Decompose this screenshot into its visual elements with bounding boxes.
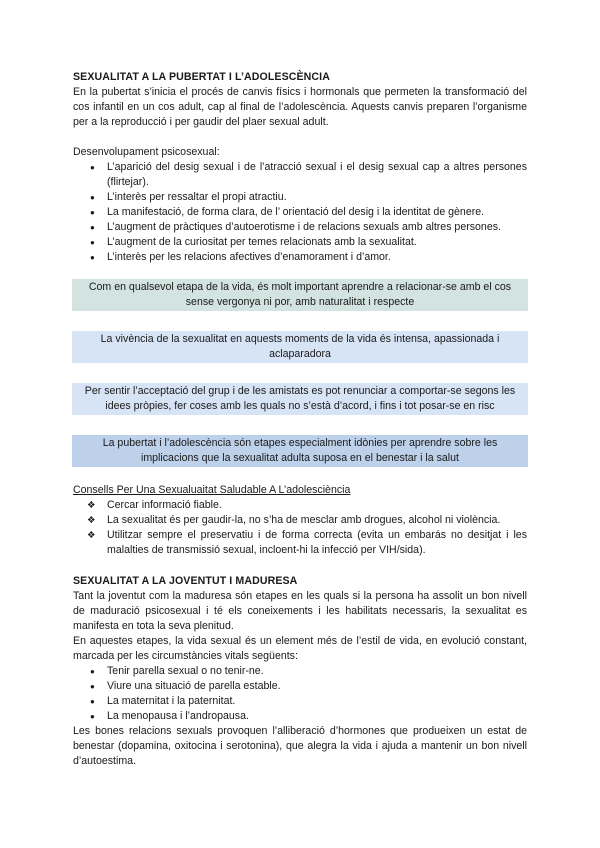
youth-para-3: Les bones relacions sexuals provoquen l’alliberació d’hormones que produeixen un estat de benestar (dopamina, oxitocina i serotonina), que alegra la vida i ajuda a mantenir un bon nivell d’autoestima. — [73, 725, 527, 767]
list-item: ● La manifestació, de forma clara, de l’ orientació del desig i la identitat de gènere. — [107, 205, 527, 220]
list-item: ● La maternitat i la paternitat. — [107, 694, 527, 709]
callout-box: La vivència de la sexualitat en aquests moments de la vida és intensa, apassionada i aclaparadora — [72, 331, 528, 363]
list-item: ● L’augment de la curiositat per temes relacionats amb la sexualitat. — [107, 235, 527, 250]
section-title-puberty: SEXUALITAT A LA PUBERTAT I L’ADOLESCÈNCIA — [73, 71, 330, 83]
list-item: ● L’interès per les relacions afectives d’enamorament i d’amor. — [107, 250, 527, 265]
callout-box: Com en qualsevol etapa de la vida, és molt important aprendre a relacionar-se amb el cos sense vergonya ni por, amb naturalitat i respecte — [72, 279, 528, 311]
life-circumstances-list — [73, 664, 527, 724]
list-item: ❖ La sexualitat és per gaudir-la, no s’ha de mesclar amb drogues, alcohol ni violència. — [107, 513, 527, 528]
psychosexual-list — [73, 160, 527, 265]
advice-title: Consells Per Una Sexualuaitat Saludable A L’adolesciència — [73, 484, 351, 496]
callout-box: Per sentir l’acceptació del grup i de les amistats es pot renunciar a comportar-se segons les idees pròpies, fer coses amb les quals no s’està d’acord, i fins i tot posar-se en risc — [72, 383, 528, 415]
advice-list — [73, 498, 527, 558]
list-item: ● Tenir parella sexual o no tenir-ne. — [107, 664, 527, 679]
puberty-intro: En la pubertat s’inicia el procés de canvis físics i hormonals que permeten la transformació del cos infantil en un cos adult, cap al final de l’adolescència. Aquests canvis preparen l’organisme per a la reproducció i per gaudir del plaer sexual adult. — [73, 86, 527, 128]
list-item: ● L’interès per ressaltar el propi atractiu. — [107, 190, 527, 205]
youth-para-2: En aquestes etapes, la vida sexual és un element més de l’estil de vida, en evolució constant, marcada per les circumstàncies vitals següents: — [73, 635, 527, 662]
list-item: ● L’augment de pràctiques d’autoerotisme i de relacions sexuals amb altres persones. — [107, 220, 527, 235]
callout-box: La pubertat i l’adolescència són etapes especialment idònies per aprendre sobre les implicacions que la sexualitat adulta suposa en el benestar i la salut — [72, 435, 528, 467]
youth-para-1: Tant la joventut com la maduresa són etapes en les quals si la persona ha assolit un bon nivell de maduració psicosexual i té els coneixements i les habilitats necessaris, la sexualitat es manifesta en tota la seva plenitud. — [73, 590, 527, 632]
list-item: ● La menopausa i l’andropausa. — [107, 709, 527, 724]
psychosexual-label: Desenvolupament psicosexual: — [73, 146, 220, 158]
list-item: ❖ Cercar informació fiable. — [107, 498, 527, 513]
section-title-youth: SEXUALITAT A LA JOVENTUT I MADURESA — [73, 575, 298, 587]
list-item: ● Viure una situació de parella estable. — [107, 679, 527, 694]
list-item: ● L’aparició del desig sexual i de l’atracció sexual i el desig sexual cap a altres persones (flirtejar). — [107, 160, 527, 190]
list-item: ❖ Utilitzar sempre el preservatiu i de forma correcta (evita un embarás no desitjat i les malalties de transmissió sexual, incloent-hi la infecció per VIH/sida). — [107, 528, 527, 558]
